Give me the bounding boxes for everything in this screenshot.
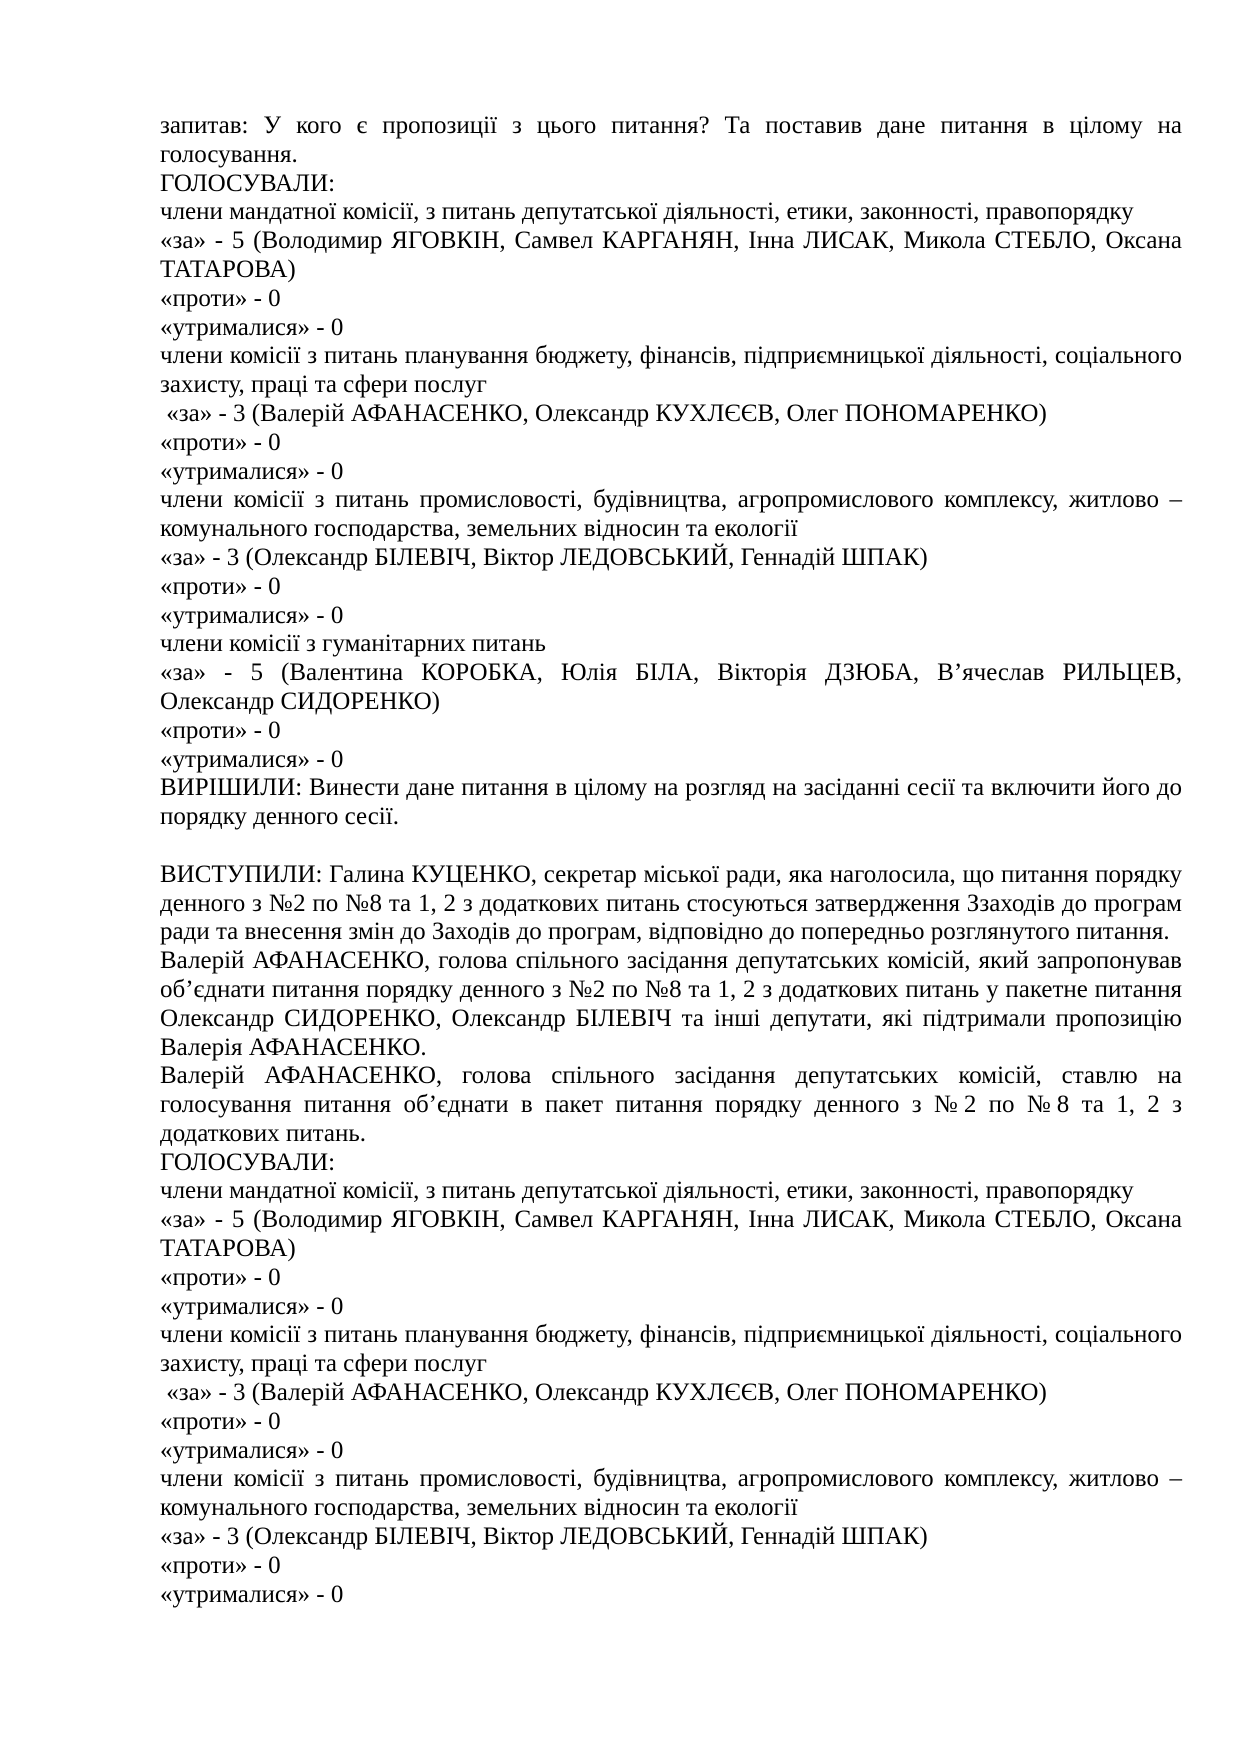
document-paragraph: запитав: У кого є пропозиції з цього питання? Та поставив дане питання в цілому на голосування.: [160, 112, 1182, 168]
document-paragraph: «за» - 3 (Валерій АФАНАСЕНКО, Олександр КУХЛЄЄВ, Олег ПОНОМАРЕНКО): [160, 1379, 1047, 1407]
document-paragraph: «проти» - 0: [160, 1407, 281, 1435]
document-paragraph: «за» - 5 (Володимир ЯГОВКІН, Самвел КАРГАНЯН, Інна ЛИСАК, Микола СТЕБЛО, Оксана ТАТАРОВА): [160, 1206, 1182, 1263]
document-paragraph: [160, 832, 1182, 861]
document-paragraph: «проти» - 0: [160, 572, 281, 600]
document-paragraph: члени комісії з питань планування бюджету, фінансів, підприємницької діяльності, соціального захисту, праці та сфери послуг: [160, 1321, 1182, 1378]
document-paragraph: «за» - 3 (Олександр БІЛЕВІЧ, Віктор ЛЕДОВСЬКИЙ, Геннадій ШПАК): [160, 1523, 928, 1551]
document-paragraph: члени мандатної комісії, з питань депутатської діяльності, етики, законності, правопорядку: [160, 1177, 1134, 1205]
document-paragraph: «проти» - 0: [160, 1263, 281, 1291]
document-paragraph: «утрималися» - 0: [160, 601, 344, 629]
document-paragraph: члени комісії з питань промисловості, будівництва, агропромислового комплексу, житлово – комунального господарства, земельних відносин та екології: [160, 1465, 1182, 1522]
document-paragraph: члени комісії з гуманітарних питань: [160, 630, 546, 658]
document-paragraph: «за» - 3 (Валерій АФАНАСЕНКО, Олександр КУХЛЄЄВ, Олег ПОНОМАРЕНКО): [160, 399, 1047, 427]
document-paragraph: Валерій АФАНАСЕНКО, голова спільного засідання депутатських комісій, ставлю на голосування питання об’єднати в пакет питання порядку денного з №2 по №8 та 1, 2 з додаткових питань.: [160, 1062, 1182, 1147]
document-paragraph: «за» - 5 (Валентина КОРОБКА, Юлія БІЛА, Вікторія ДЗЮБА, В’ячеслав РИЛЬЦЕВ, Олександр СИДОРЕНКО): [160, 659, 1182, 715]
document-paragraph: члени мандатної комісії, з питань депутатської діяльності, етики, законності, правопорядку: [160, 198, 1134, 226]
document-paragraph: ГОЛОСУВАЛИ:: [160, 1148, 336, 1176]
document-paragraph: «за» - 5 (Володимир ЯГОВКІН, Самвел КАРГАНЯН, Інна ЛИСАК, Микола СТЕБЛО, Оксана ТАТАРОВА): [160, 227, 1182, 283]
document-paragraph: «проти» - 0: [160, 428, 281, 456]
document-paragraph: «утрималися» - 0: [160, 1292, 344, 1320]
document-paragraph: ГОЛОСУВАЛИ:: [160, 169, 336, 197]
document-paragraph: ВИРІШИЛИ: Винести дане питання в цілому на розгляд на засіданні сесії та включити його до порядку денного сесії.: [160, 774, 1182, 831]
document-paragraph: «утрималися» - 0: [160, 745, 344, 773]
document-paragraph: «проти» - 0: [160, 1551, 281, 1579]
document-paragraph: члени комісії з питань планування бюджету, фінансів, підприємницької діяльності, соціального захисту, праці та сфери послуг: [160, 342, 1182, 399]
document-paragraph: «за» - 3 (Олександр БІЛЕВІЧ, Віктор ЛЕДОВСЬКИЙ, Геннадій ШПАК): [160, 543, 928, 571]
document-paragraph: «проти» - 0: [160, 716, 281, 744]
document-paragraph: «утрималися» - 0: [160, 313, 344, 341]
document-paragraph: «проти» - 0: [160, 284, 281, 312]
document-paragraph: «утрималися» - 0: [160, 1436, 344, 1464]
document-paragraph: «утрималися» - 0: [160, 457, 344, 485]
document-paragraph: «утрималися» - 0: [160, 1580, 344, 1608]
document-paragraph: ВИСТУПИЛИ: Галина КУЦЕНКО, секретар міської ради, яка наголосила, що питання порядку денного з №2 по №8 та 1, 2 з додаткових питань стосуються затвердження Ззаходів до програм ради та внесення змін до Заходів до програм, відповідно до попередньо розглянутого питання.: [160, 860, 1182, 946]
document-text-block: [160, 112, 1182, 1609]
document-paragraph: члени комісії з питань промисловості, будівництва, агропромислового комплексу, житлово – комунального господарства, земельних відносин та екології: [160, 486, 1182, 543]
document-paragraph: Валерій АФАНАСЕНКО, голова спільного засідання депутатських комісій, який запропонував об’єднати питання порядку денного з №2 по №8 та 1, 2 з додаткових питань у пакетне питання Олександр СИДОРЕНКО, Олександр БІЛЕВІЧ та інші депутати, які підтримали пропозицію Валерія АФАНАСЕНКО.: [160, 947, 1182, 1061]
